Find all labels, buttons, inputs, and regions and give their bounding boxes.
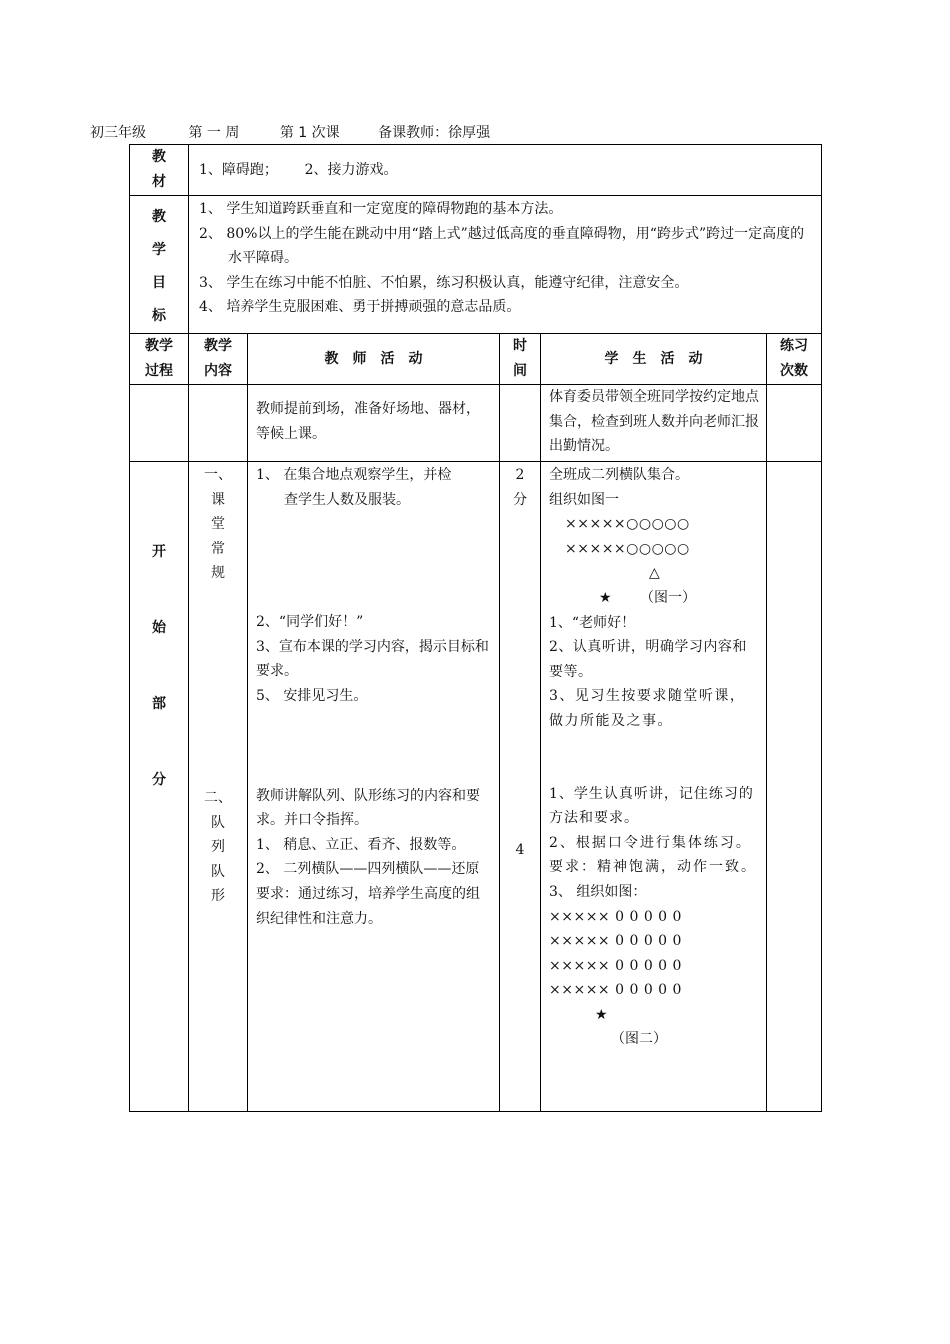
goal-item: 4、 培养学生克服困难、勇于拼搏顽强的意志品质。 (199, 299, 521, 316)
grade: 初三年级 (90, 125, 146, 141)
col-time: 时 间 (500, 334, 541, 385)
formation-row: ×××××○○○○○ (565, 516, 690, 533)
material-row (130, 145, 822, 196)
start-time: 2 分 4 (500, 462, 541, 1112)
formation-row: ××××× 0 0 0 0 0 (549, 933, 682, 950)
start-part-label: 开 始 部 分 (130, 462, 189, 1112)
section-formation-title: 二、 队 列 队 形 (204, 789, 232, 905)
pre-teacher-activity: 教师提前到场，准备好场地、器材，等候上课。 (248, 385, 500, 462)
formation-row: ×××××○○○○○ (565, 540, 690, 557)
teacher-name: 备课教师：徐厚强 (378, 125, 491, 141)
goals-content (189, 196, 822, 334)
section-routine-title: 一、 课 堂 常 规 (204, 467, 232, 582)
start-student-activity: 全班成二列横队集合。 组织如图一 ×××××○○○○○ ×××××○○○○○ △ ★ （图一） 1、“老师好！ 2、认真听讲，明确学习内容和要等。 3、见习生按要求随堂听课，做力所能及之事。 1、学生认真听讲，记住练习的方法和要求。 2、根据口令进行集体练习。 要求：精神饱满，动作一致。 3、 组织如图： ××××× 0 0 0 0 0 ××××× 0 0 0 0 0 ××××× 0 0 0 0 0 ××××× 0 0 0 0 0 ★ （图二） (541, 462, 767, 1112)
start-part-content (189, 462, 248, 1112)
goals-row (130, 196, 822, 334)
col-teacher-activity: 教 师 活 动 (248, 334, 500, 385)
start-reps (767, 462, 822, 1112)
lesson-header (90, 122, 490, 142)
start-teacher-activity: 1、 在集合地点观察学生，并检 查学生人数及服装。 2、“同学们好！” 3、宣布本课的学习内容，揭示目标和要求。 5、 安排见习生。 教师讲解队列、队形练习的内容和要求。并口令指挥。 1、 稍息、立正、看齐、报数等。 2、 二列横队——四列横队——还原 要求：通过练习，培养学生高度的组织纪律性和注意力。 (248, 462, 500, 1112)
material-content: 1、障碍跑； 2、接力游戏。 (189, 145, 822, 196)
goal-item: 1、 学生知道跨跃垂直和一定宽度的障碍物跑的基本方法。 (199, 201, 563, 217)
lesson-number: 第 1 次课 (279, 125, 340, 141)
week: 第 一 周 (188, 125, 240, 141)
col-student-activity: 学 生 活 动 (541, 334, 767, 385)
figure-caption: （图一） (640, 589, 697, 606)
formation-row: ××××× 0 0 0 0 0 (549, 982, 682, 999)
col-process: 教学 过程 (130, 334, 189, 385)
column-header-row (130, 334, 822, 385)
star-icon: ★ (595, 1006, 608, 1023)
goal-item: 2、 80%以上的学生能在跳动中用“踏上式”越过低高度的垂直障碍物，用“跨步式”跨过一定高度的水平障碍。 (199, 225, 805, 267)
pre-class-row (130, 385, 822, 462)
formation-row: ××××× 0 0 0 0 0 (549, 957, 682, 974)
material-label: 教 材 (130, 145, 189, 196)
pre-student-activity: 体育委员带领全班同学按约定地点集合，检查到班人数并向老师汇报出勤情况。 (541, 385, 767, 462)
figure-caption: （图二） (611, 1031, 667, 1048)
lesson-plan-table (129, 144, 822, 1112)
formation-row: ××××× 0 0 0 0 0 (549, 908, 682, 925)
col-content: 教学 内容 (189, 334, 248, 385)
start-part-row (130, 462, 822, 1112)
star-icon: ★ (599, 589, 612, 606)
triangle-icon: △ (649, 565, 660, 582)
goals-label: 教 学 目 标 (130, 196, 189, 334)
goal-item: 3、 学生在练习中能不怕脏、不怕累，练习积极认真，能遵守纪律，注意安全。 (199, 274, 689, 291)
col-reps: 练习 次数 (767, 334, 822, 385)
